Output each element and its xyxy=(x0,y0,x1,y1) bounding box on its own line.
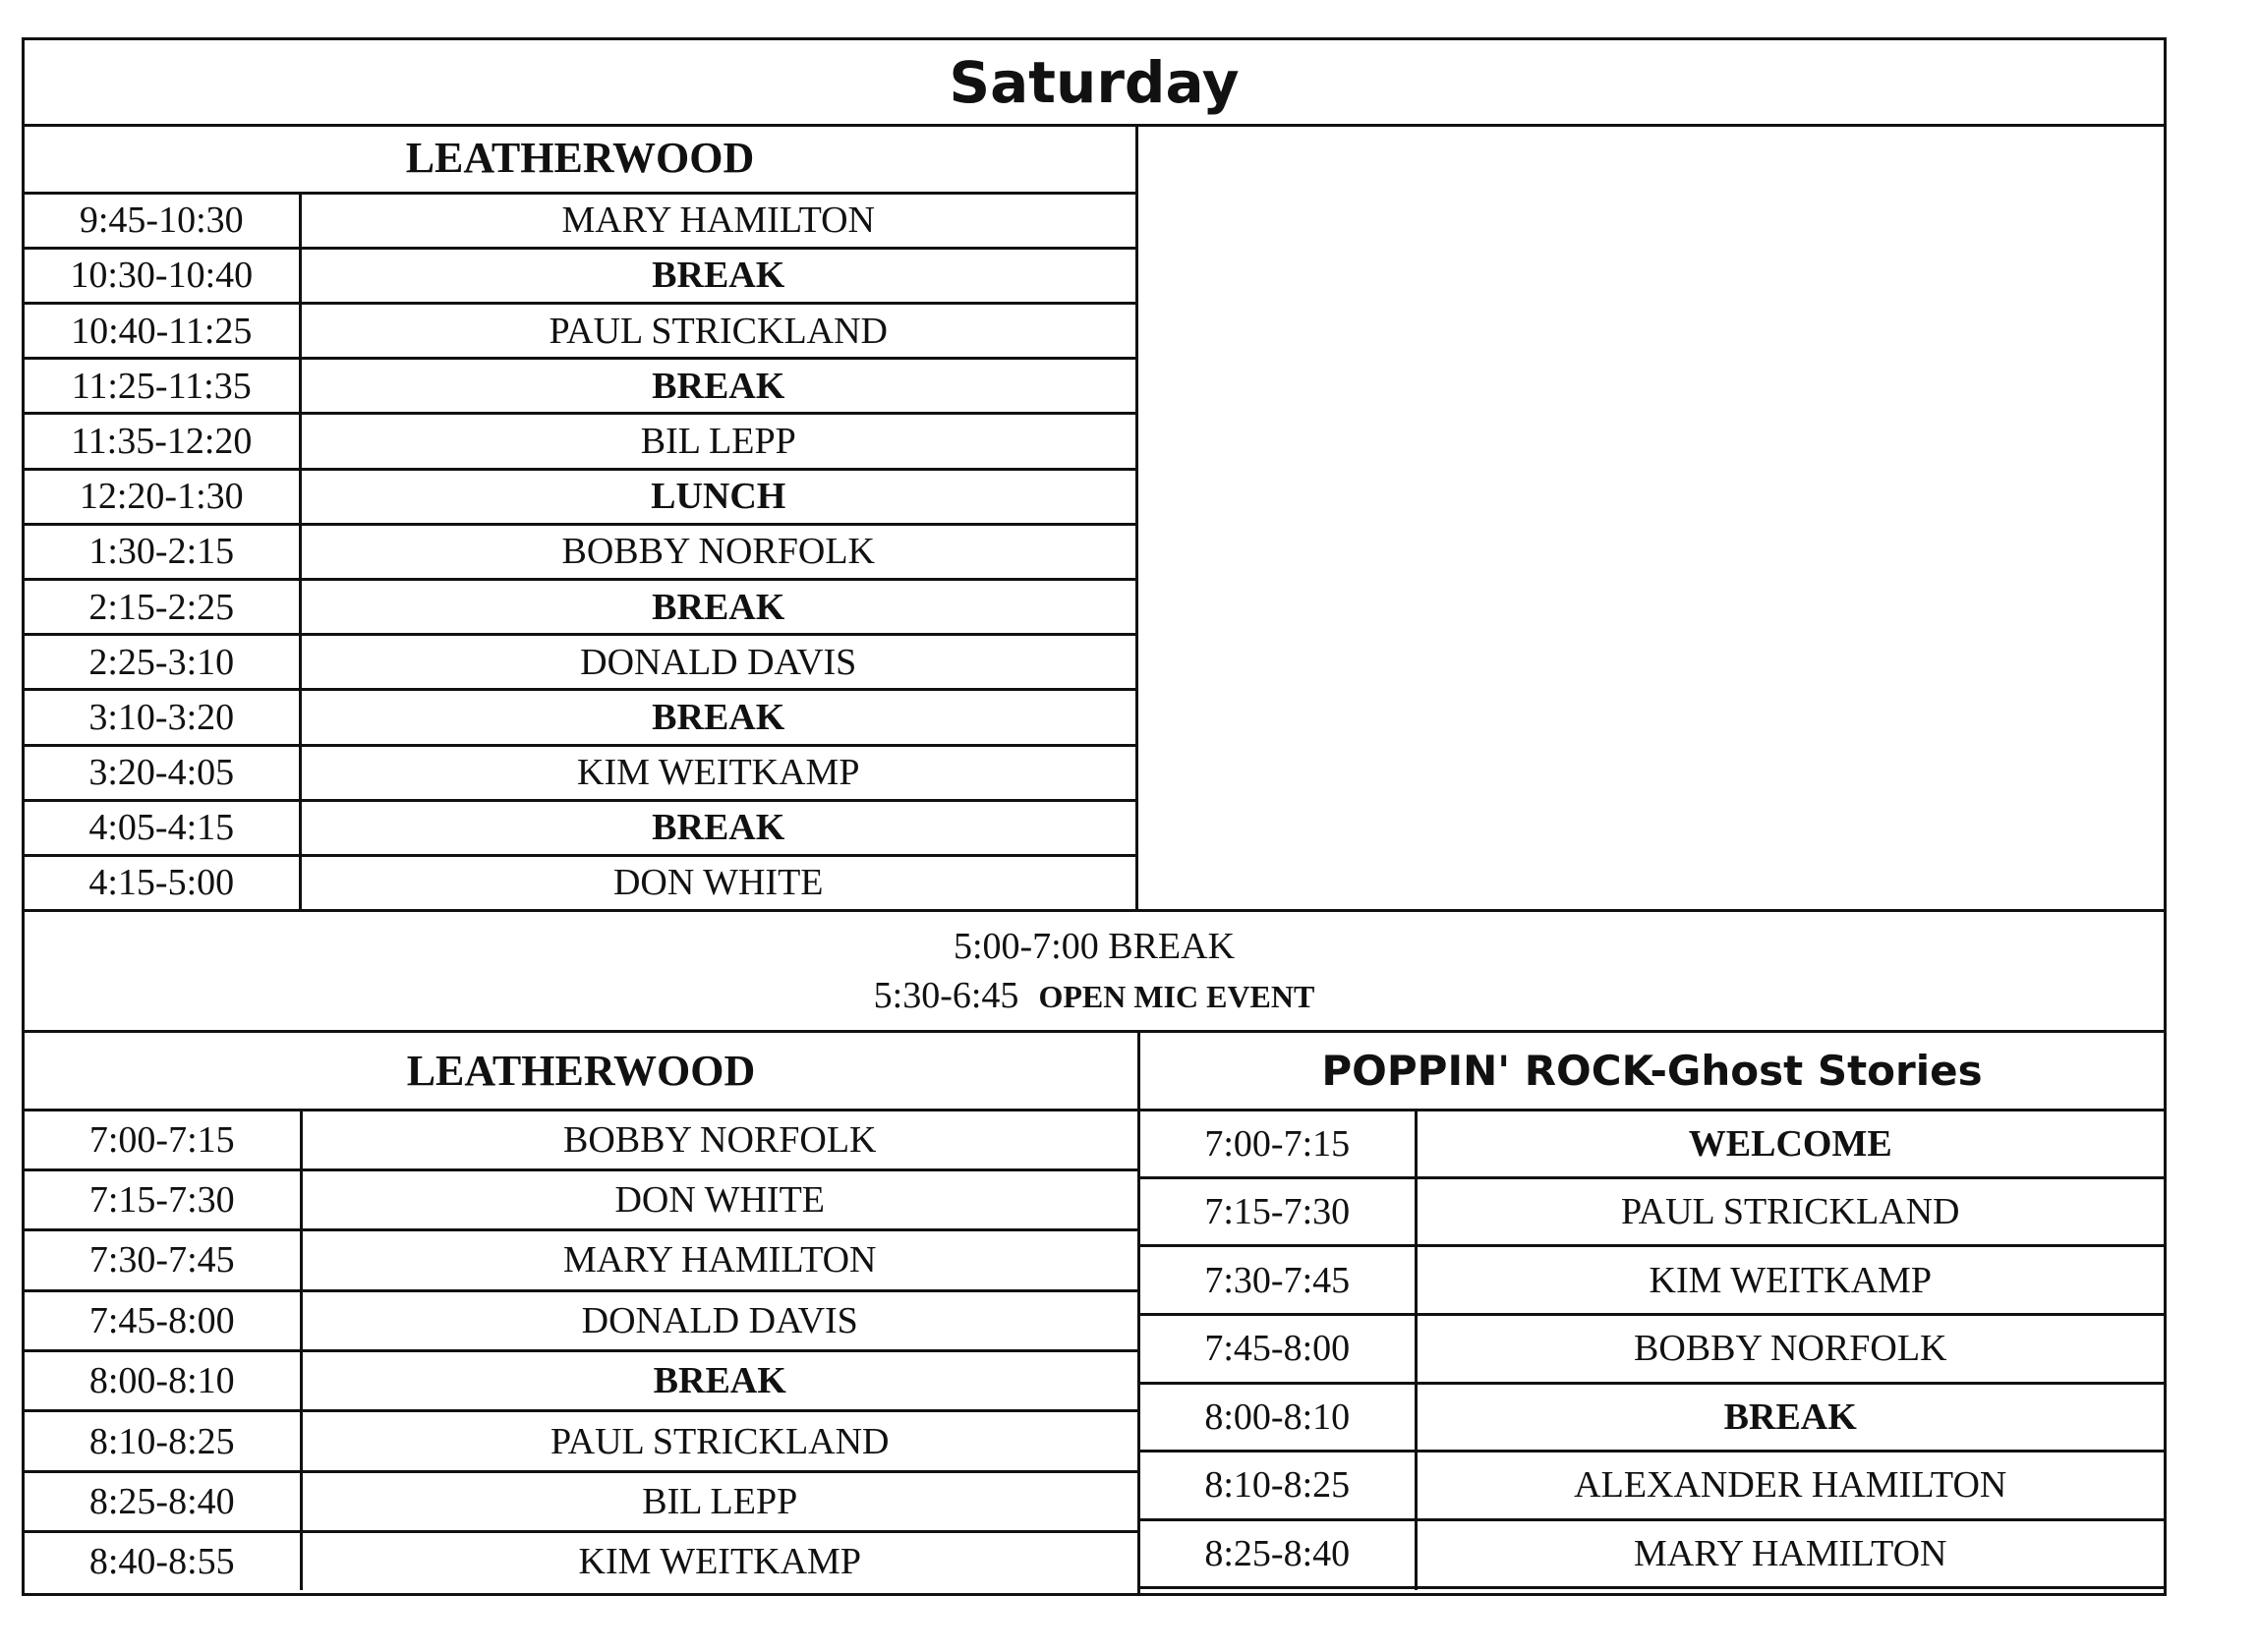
evening-name-cell: BIL LEPP xyxy=(301,1471,1137,1531)
evening-name-cell: DONALD DAVIS xyxy=(301,1290,1137,1350)
evening-row xyxy=(25,1350,1137,1410)
top-vertical-divider xyxy=(1135,124,1138,912)
day-name-cell: DON WHITE xyxy=(300,855,1135,909)
evening-time-cell: 7:45-8:00 xyxy=(25,1290,301,1350)
day-name-cell: MARY HAMILTON xyxy=(300,195,1135,248)
day-time-cell: 4:05-4:15 xyxy=(25,800,300,855)
day-time-cell: 4:15-5:00 xyxy=(25,855,300,909)
evening-name-cell: MARY HAMILTON xyxy=(301,1230,1137,1290)
leatherwood-evening-table xyxy=(25,1111,1137,1590)
evening-name-cell: BREAK xyxy=(301,1350,1137,1410)
evening-time-cell: 7:00-7:15 xyxy=(25,1111,301,1169)
evening-time-cell: 7:15-7:30 xyxy=(25,1169,301,1229)
evening-name-cell: KIM WEITKAMP xyxy=(301,1532,1137,1590)
poppin-name-cell: MARY HAMILTON xyxy=(1416,1519,2164,1588)
day-row xyxy=(25,469,1135,524)
day-name-cell: BREAK xyxy=(300,800,1135,855)
evening-row xyxy=(25,1290,1137,1350)
evening-row xyxy=(25,1111,1137,1169)
evening-time-cell: 8:25-8:40 xyxy=(25,1471,301,1531)
day-name-cell: BIL LEPP xyxy=(300,414,1135,469)
open-mic-event: OPEN MIC EVENT xyxy=(1038,979,1315,1014)
poppin-rock-table xyxy=(1140,1111,2164,1590)
poppin-name-cell: KIM WEITKAMP xyxy=(1416,1246,2164,1315)
day-name-cell: LUNCH xyxy=(300,469,1135,524)
poppin-name-cell xyxy=(1416,1588,2164,1590)
evening-row xyxy=(25,1230,1137,1290)
day-row xyxy=(25,690,1135,745)
day-time-cell: 11:25-11:35 xyxy=(25,359,300,414)
day-row xyxy=(25,195,1135,248)
poppin-time-cell xyxy=(1140,1588,1416,1590)
poppin-time-cell: 7:30-7:45 xyxy=(1140,1246,1416,1315)
evening-time-cell: 8:00-8:10 xyxy=(25,1350,301,1410)
leatherwood-evening-panel xyxy=(25,1033,1137,1593)
day-row xyxy=(25,524,1135,579)
schedule-sheet xyxy=(22,37,2167,1596)
day-row xyxy=(25,855,1135,909)
day-name-cell: BREAK xyxy=(300,690,1135,745)
poppin-rock-panel xyxy=(1140,1033,2164,1593)
day-name-cell: BOBBY NORFOLK xyxy=(300,524,1135,579)
evening-row xyxy=(25,1411,1137,1471)
poppin-time-cell: 8:00-8:10 xyxy=(1140,1383,1416,1452)
evening-time-cell: 8:40-8:55 xyxy=(25,1532,301,1590)
day-time-cell: 10:40-11:25 xyxy=(25,304,300,359)
page-title: Saturday xyxy=(25,40,2164,127)
poppin-name-cell: PAUL STRICKLAND xyxy=(1416,1177,2164,1246)
day-name-cell: BREAK xyxy=(300,580,1135,635)
day-time-cell: 10:30-10:40 xyxy=(25,248,300,303)
evening-row xyxy=(25,1169,1137,1229)
day-row xyxy=(25,800,1135,855)
leatherwood-day-heading: LEATHERWOOD xyxy=(25,124,1135,195)
day-time-cell: 11:35-12:20 xyxy=(25,414,300,469)
poppin-name-cell: WELCOME xyxy=(1416,1111,2164,1177)
day-row xyxy=(25,580,1135,635)
poppin-rock-heading: POPPIN' ROCK-Ghost Stories xyxy=(1140,1033,2164,1111)
leatherwood-evening-heading: LEATHERWOOD xyxy=(25,1033,1137,1111)
evening-row xyxy=(25,1532,1137,1590)
evening-time-cell: 8:10-8:25 xyxy=(25,1411,301,1471)
day-name-cell: DONALD DAVIS xyxy=(300,635,1135,690)
poppin-row xyxy=(1140,1452,2164,1520)
day-time-cell: 12:20-1:30 xyxy=(25,469,300,524)
dinner-break-text: 5:00-7:00 BREAK xyxy=(953,926,1236,967)
day-name-cell: PAUL STRICKLAND xyxy=(300,304,1135,359)
day-time-cell: 9:45-10:30 xyxy=(25,195,300,248)
day-row xyxy=(25,745,1135,800)
poppin-row xyxy=(1140,1111,2164,1177)
day-time-cell: 1:30-2:15 xyxy=(25,524,300,579)
poppin-row xyxy=(1140,1177,2164,1246)
day-name-cell: KIM WEITKAMP xyxy=(300,745,1135,800)
evening-name-cell: PAUL STRICKLAND xyxy=(301,1411,1137,1471)
day-time-cell: 3:20-4:05 xyxy=(25,745,300,800)
poppin-row xyxy=(1140,1383,2164,1452)
poppin-time-cell: 7:00-7:15 xyxy=(1140,1111,1416,1177)
open-mic-time: 5:30-6:45 xyxy=(873,975,1019,1016)
poppin-time-cell: 8:25-8:40 xyxy=(1140,1519,1416,1588)
evening-name-cell: DON WHITE xyxy=(301,1169,1137,1229)
day-time-cell: 3:10-3:20 xyxy=(25,690,300,745)
poppin-time-cell: 7:15-7:30 xyxy=(1140,1177,1416,1246)
poppin-row xyxy=(1140,1588,2164,1590)
poppin-name-cell: ALEXANDER HAMILTON xyxy=(1416,1452,2164,1520)
day-name-cell: BREAK xyxy=(300,359,1135,414)
day-time-cell: 2:25-3:10 xyxy=(25,635,300,690)
poppin-row xyxy=(1140,1246,2164,1315)
day-row xyxy=(25,304,1135,359)
poppin-time-cell: 7:45-8:00 xyxy=(1140,1314,1416,1383)
evening-name-cell: BOBBY NORFOLK xyxy=(301,1111,1137,1169)
leatherwood-day-panel xyxy=(25,124,1135,912)
break-section xyxy=(25,912,2164,1030)
day-row xyxy=(25,359,1135,414)
poppin-row xyxy=(1140,1314,2164,1383)
day-name-cell: BREAK xyxy=(300,248,1135,303)
day-row xyxy=(25,635,1135,690)
evening-time-cell: 7:30-7:45 xyxy=(25,1230,301,1290)
poppin-name-cell: BOBBY NORFOLK xyxy=(1416,1314,2164,1383)
poppin-row xyxy=(1140,1519,2164,1588)
leatherwood-day-table xyxy=(25,195,1135,909)
poppin-name-cell: BREAK xyxy=(1416,1383,2164,1452)
day-row xyxy=(25,248,1135,303)
evening-row xyxy=(25,1471,1137,1531)
day-row xyxy=(25,414,1135,469)
day-time-cell: 2:15-2:25 xyxy=(25,580,300,635)
poppin-time-cell: 8:10-8:25 xyxy=(1140,1452,1416,1520)
